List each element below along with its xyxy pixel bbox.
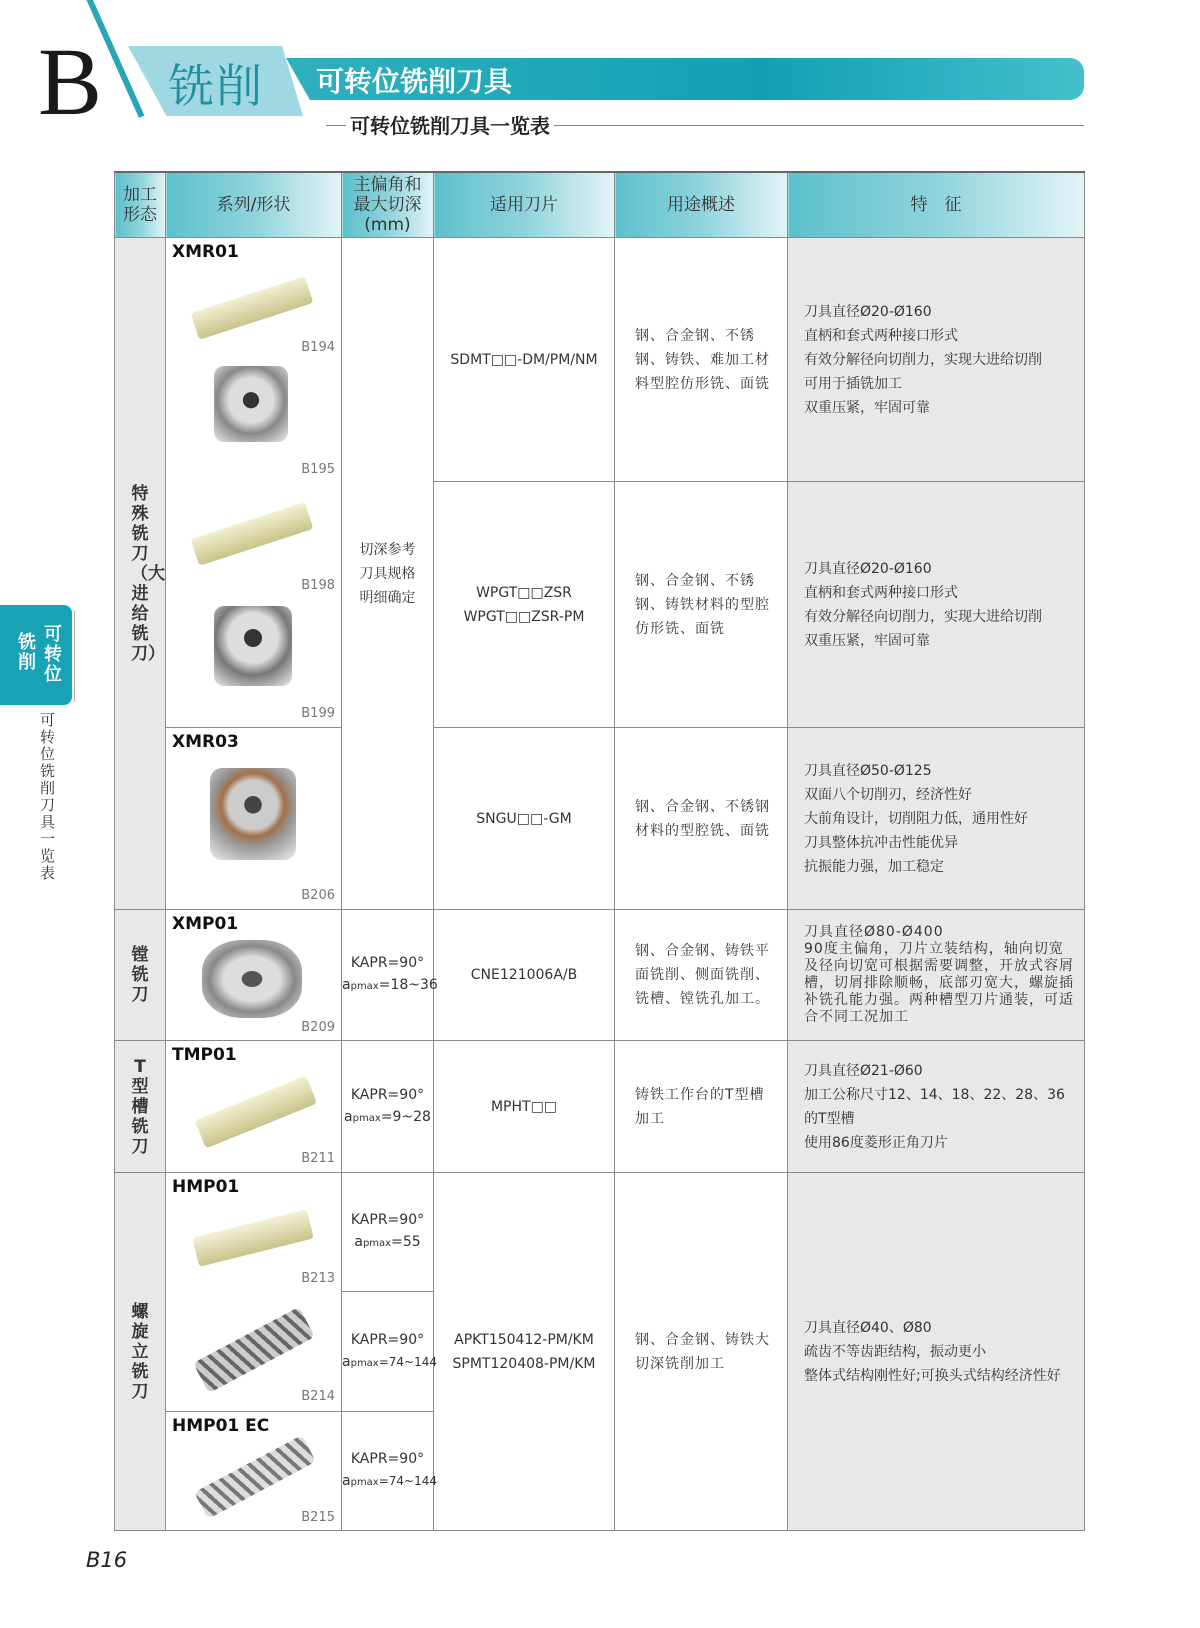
header-cell: 主偏角和最大切深(mm) <box>342 172 434 238</box>
feature-line: 大前角设计，切削阻力低，通用性好 <box>804 810 1028 827</box>
t-slot-cutter-image <box>195 1076 318 1149</box>
header-cell: 加工形态 <box>115 172 166 238</box>
table-row <box>115 910 1085 1041</box>
kapr-value: KAPR=90° <box>350 1212 425 1228</box>
feature-line: 刀具直径Ø40、Ø80 <box>804 1319 932 1336</box>
feature-line: 疏齿不等齿距结构，振动更小 <box>804 1343 986 1360</box>
feature-line: 有效分解径向切削力，实现大进给切削 <box>804 608 1042 625</box>
table-row <box>115 728 1085 910</box>
category-label: 特殊铣刀（大进给铣刀） <box>131 483 165 664</box>
features-cell <box>788 728 1085 910</box>
feature-line: 有效分解径向切削力，实现大进给切削 <box>804 351 1042 368</box>
insert-cell <box>434 728 615 910</box>
depth-cell <box>342 1412 438 1531</box>
feature-line: 双面八个切削刃，经济性好 <box>804 786 972 803</box>
face-mill-image <box>214 606 292 686</box>
page-title: 可转位铣削刀具 <box>316 65 513 98</box>
side-tab-line2: 铣削 <box>18 632 36 673</box>
feature-line: 整体式结构刚性好;可换头式结构经济性好 <box>804 1367 1061 1384</box>
insert-cell <box>434 1173 615 1531</box>
insert-cell <box>434 482 615 728</box>
spiral-end-mill-image <box>194 1435 316 1519</box>
kapr-value: KAPR=90° <box>350 955 425 971</box>
section-title: 铣削 <box>168 59 264 113</box>
category-cell <box>115 1173 166 1531</box>
feature-line: 刀具直径Ø20-Ø160 <box>804 303 932 320</box>
series-name: HMP01 EC <box>172 1416 270 1436</box>
feature-line: 刀具直径Ø20-Ø160 <box>804 560 932 577</box>
feature-line: 双重压紧，牢固可靠 <box>804 632 930 649</box>
depth-cell <box>342 238 434 910</box>
header-cell: 适用刀片 <box>434 172 615 238</box>
series-cell <box>166 1041 342 1173</box>
face-mill-image <box>214 366 288 442</box>
feature-line: 刀具整体抗冲击性能优异 <box>804 834 958 851</box>
header-cell: 特 征 <box>788 172 1085 238</box>
series-name: XMP01 <box>172 914 239 934</box>
feature-line: 使用86度菱形正角刀片 <box>804 1134 948 1151</box>
page-ref: B195 <box>301 462 335 477</box>
usage-cell: 钢、合金钢、铸铁大切深铣削加工 <box>615 1173 788 1531</box>
feature-line: 90度主偏角，刀片立装结构，轴向切宽及径向切宽可根据需要调整，开放式容屑槽，切屑排除顺畅，底部刃宽大，螺旋插补铣孔能力强。两种槽型刀片通装，可适合不同工况加工 <box>804 941 1074 1025</box>
table-header-row <box>115 172 1085 238</box>
insert-name: APKT150412-PM/KM <box>454 1331 594 1348</box>
series-cell <box>166 910 342 1041</box>
spiral-end-mill-image <box>192 1209 314 1267</box>
series-cell <box>166 728 342 910</box>
kapr-value: KAPR=90° <box>350 1331 425 1348</box>
side-vertical-text: 可转位铣削刀具一览表 <box>40 711 56 882</box>
table-row <box>115 1173 1085 1292</box>
series-name: XMR03 <box>172 732 239 752</box>
insert-name: CNE121006A/B <box>470 967 578 983</box>
category-cell <box>115 238 166 910</box>
series-name: TMP01 <box>172 1045 237 1065</box>
insert-cell <box>434 238 615 482</box>
feature-line: 刀具直径Ø21-Ø60 <box>804 1062 923 1079</box>
depth-cell <box>342 1041 434 1173</box>
page-ref: B213 <box>301 1271 335 1286</box>
features-cell <box>788 910 1085 1041</box>
depth-note: 切深参考刀具规格明细确定 <box>359 541 416 606</box>
side-tab-line1: 可转位 <box>44 624 62 685</box>
depth-cell <box>342 1173 434 1292</box>
features-cell <box>788 1173 1085 1531</box>
side-tab-rule <box>74 610 75 702</box>
features-cell <box>788 482 1085 728</box>
insert-name: SDMT□□-DM/PM/NM <box>450 351 598 368</box>
usage-cell: 钢、合金钢、不锈钢材料的型腔铣、面铣 <box>615 728 788 910</box>
page-ref: B194 <box>301 340 335 355</box>
feature-line: 刀具直径Ø50-Ø125 <box>804 762 932 779</box>
face-mill-image <box>210 768 296 860</box>
page-ref: B214 <box>301 1389 335 1404</box>
category-label: 镗铣刀 <box>131 945 149 1005</box>
insert-name: SPMT120408-PM/KM <box>452 1355 596 1372</box>
kapr-value: KAPR=90° <box>350 1451 425 1467</box>
series-cell <box>166 1173 342 1412</box>
insert-name: WPGT□□ZSR-PM <box>463 608 585 625</box>
feature-line: 双重压紧，牢固可靠 <box>804 399 930 416</box>
ap-max-value: apmax=74~144 <box>342 1353 438 1370</box>
feature-line: 直柄和套式两种接口形式 <box>804 327 958 344</box>
series-name: HMP01 <box>172 1177 240 1197</box>
depth-cell <box>342 910 438 1041</box>
header-cell: 用途概述 <box>615 172 788 238</box>
page-ref: B209 <box>301 1020 335 1035</box>
category-cell <box>115 1041 166 1173</box>
series-cell <box>166 1412 342 1531</box>
insert-cell <box>434 910 615 1041</box>
page-ref: B199 <box>301 706 335 721</box>
insert-cell <box>434 1041 615 1173</box>
ap-max-value: apmax=18~36 <box>342 977 438 993</box>
kapr-value: KAPR=90° <box>350 1086 425 1103</box>
feature-line: 可用于插铣加工 <box>804 375 902 392</box>
page-ref: B198 <box>301 578 335 593</box>
feature-line: 直柄和套式两种接口形式 <box>804 584 958 601</box>
feature-line: 加工公称尺寸12、14、18、22、28、36的T型槽 <box>804 1086 1065 1127</box>
end-mill-image <box>191 276 314 340</box>
face-mill-image <box>202 940 302 1018</box>
category-cell <box>115 910 166 1041</box>
usage-cell: 钢、合金钢、不锈钢、铸铁、难加工材料型腔仿形铣、面铣 <box>615 238 788 482</box>
page-subtitle: 可转位铣削刀具一览表 <box>346 110 554 139</box>
category-label: 螺旋立铣刀 <box>131 1301 149 1402</box>
table-row <box>115 238 1085 482</box>
insert-name: WPGT□□ZSR <box>476 584 572 601</box>
usage-cell: 钢、合金钢、不锈钢、铸铁材料的型腔仿形铣、面铣 <box>615 482 788 728</box>
ap-max-value: apmax=74~144 <box>342 1473 438 1489</box>
ap-max-value: apmax=55 <box>354 1234 421 1250</box>
features-cell <box>788 238 1085 482</box>
tool-table <box>114 171 1085 1531</box>
series-cell <box>166 238 342 728</box>
feature-line: 刀具直径Ø80-Ø400 <box>804 924 944 940</box>
depth-cell <box>342 1292 438 1412</box>
usage-cell: 铸铁工作台的T型槽加工 <box>615 1041 788 1173</box>
spiral-end-mill-image <box>193 1307 315 1393</box>
page-number: B16 <box>86 1548 128 1572</box>
page-ref: B211 <box>301 1151 335 1166</box>
usage-cell: 钢、合金钢、铸铁平面铣削、侧面铣削、铣槽、镗铣孔加工。 <box>615 910 788 1041</box>
end-mill-image <box>191 502 314 566</box>
insert-name: MPHT□□ <box>490 1098 558 1115</box>
series-name: XMR01 <box>172 242 239 262</box>
category-label: T型槽铣刀 <box>131 1056 149 1157</box>
ap-max-value: apmax=9~28 <box>344 1108 431 1125</box>
page-ref: B215 <box>301 1510 335 1525</box>
feature-line: 抗振能力强，加工稳定 <box>804 858 944 875</box>
section-letter: B <box>38 28 103 135</box>
header-cell: 系列/形状 <box>166 172 342 238</box>
features-cell <box>788 1041 1085 1173</box>
page-ref: B206 <box>301 888 335 903</box>
table-row <box>115 1041 1085 1173</box>
side-tab[interactable] <box>0 605 72 705</box>
insert-name: SNGU□□-GM <box>476 810 572 827</box>
